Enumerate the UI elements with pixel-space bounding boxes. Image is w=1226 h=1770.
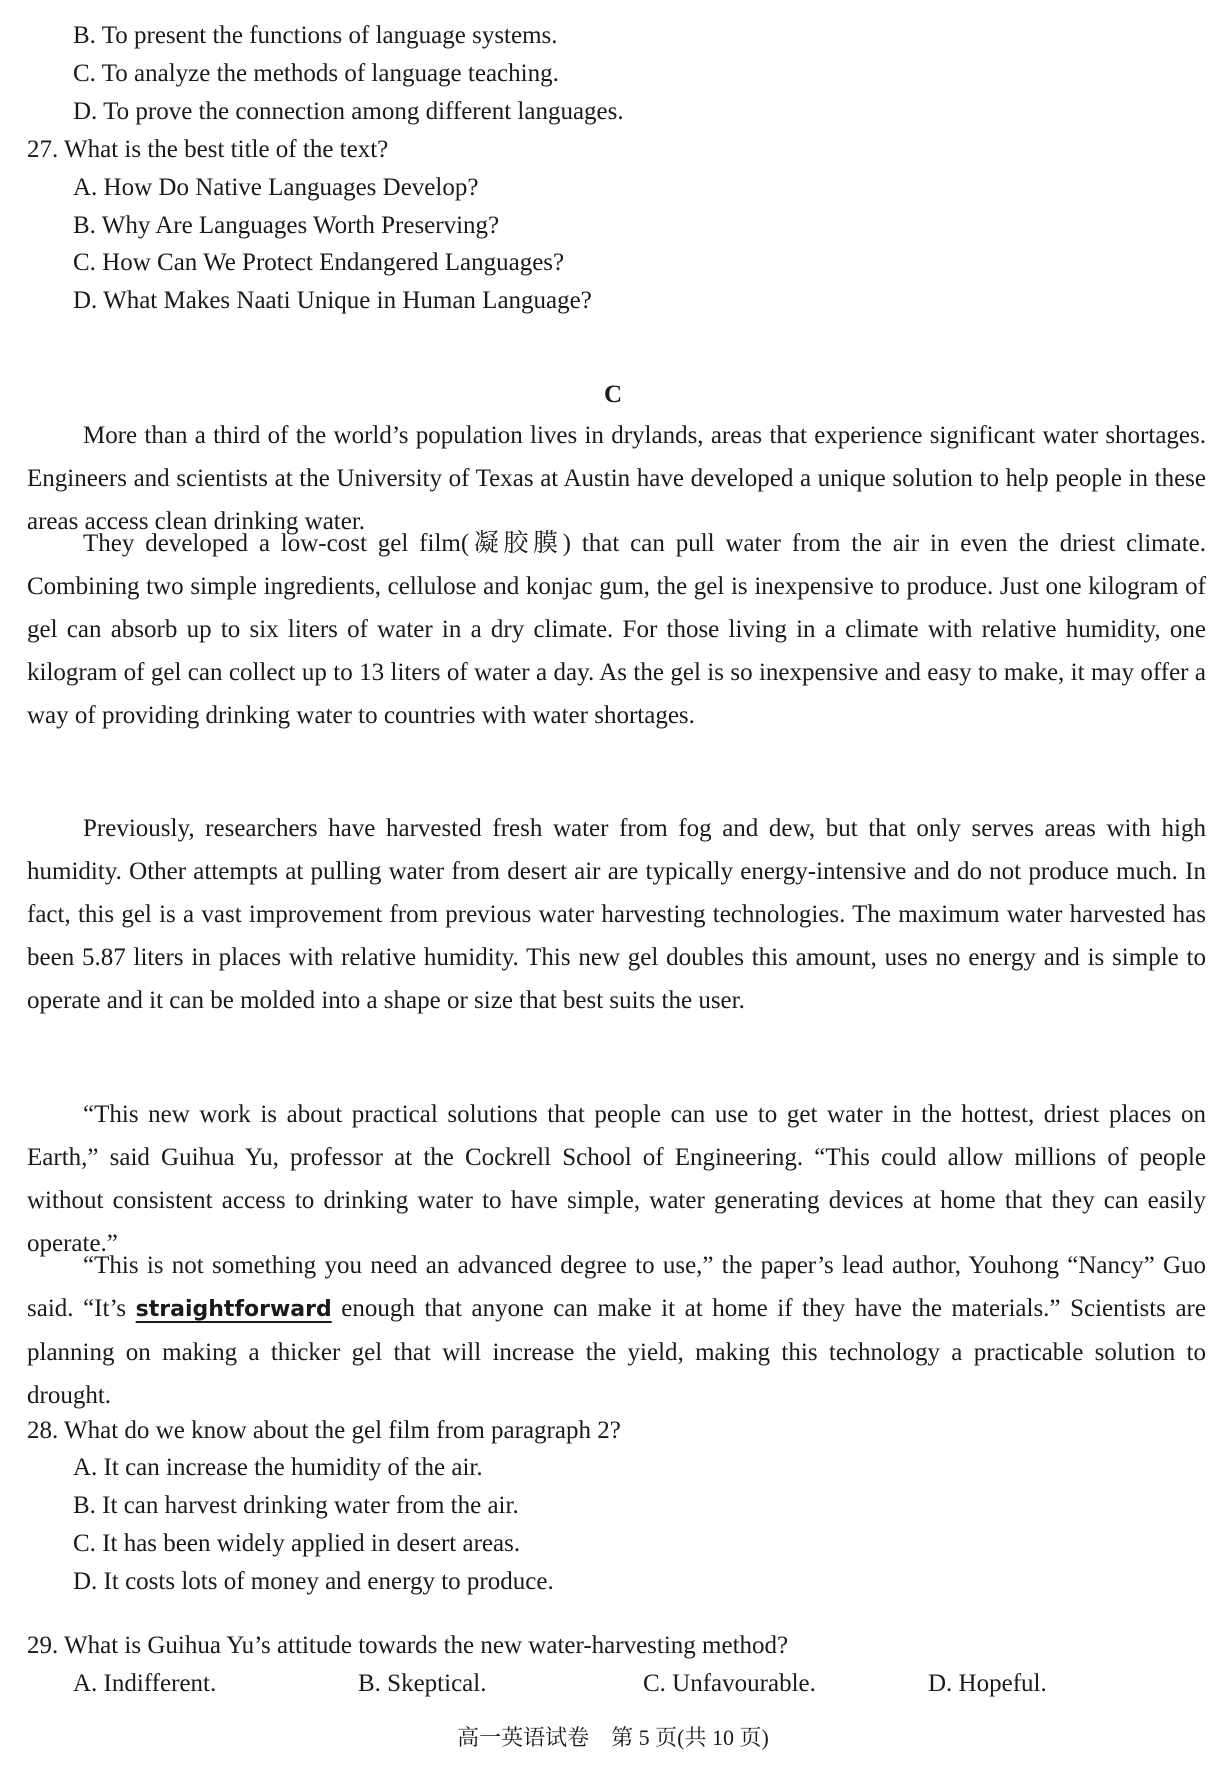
q28-option-d: D. It costs lots of money and energy to produce. <box>73 1568 554 1595</box>
q27-option-c: C. How Can We Protect Endangered Languages? <box>73 249 565 276</box>
q26-option-c: C. To analyze the methods of language teaching. <box>73 60 559 87</box>
passage-paragraph-1: More than a third of the world’s population lives in drylands, areas that experience significant water shortages. Engineers and scientists at the University of Texas at Austin have developed a unique solution to help people in these areas access clean drinking water. <box>27 422 1206 535</box>
q27-option-b: B. Why Are Languages Worth Preserving? <box>73 212 500 239</box>
q28-option-c: C. It has been widely applied in desert areas. <box>73 1530 521 1557</box>
page-footer: 高一英语试卷 第 5 页(共 10 页) <box>457 1725 769 1750</box>
passage-paragraph-3: Previously, researchers have harvested fresh water from fog and dew, but that only serves areas with high humidity. Other attempts at pulling water from desert air are typically energy-intensive and do not produce much. In fact, this gel is a vast improvement from previous water harvesting technologies. The maximum water harvested has been 5.87 liters in places with relative humidity. This new gel doubles this amount, uses no energy and is simple to operate and it can be molded into a shape or size that best suits the user. <box>27 815 1206 1014</box>
q27-option-d: D. What Makes Naati Unique in Human Language? <box>73 287 592 314</box>
passage-paragraph-2: They developed a low-cost gel film(凝胶膜) that can pull water from the air in even the driest climate. Combining two simple ingredients, cellulose and konjac gum, the gel is inexpensive to produce. Just one kilogram of gel can absorb up to six liters of water in a dry climate. For those living in a climate with relative humidity, one kilogram of gel can collect up to 13 liters of water a day. As the gel is so inexpensive and easy to make, it may offer a way of providing drinking water to countries with water shortages. <box>27 530 1206 729</box>
q29-option-a: A. Indifferent. <box>73 1670 217 1697</box>
q26-option-b: B. To present the functions of language systems. <box>73 22 558 49</box>
q29-stem: 29. What is Guihua Yu’s attitude towards the new water-harvesting method? <box>27 1632 789 1659</box>
passage-paragraph-5 <box>27 1244 1206 1417</box>
paragraph-5-start: “This is not something you need an advanced degree to use,” the paper’s lead author, Youhong “Nancy” Guo said. “It’s <box>27 1252 1206 1322</box>
q29-option-d: D. Hopeful. <box>928 1670 1047 1697</box>
paragraph-5-end: enough that anyone can make it at home if they have the materials.” Scientists are planning on making a thicker gel that will increase the yield, making this technology a practicable solution to drought. <box>27 1295 1206 1409</box>
q26-option-d: D. To prove the connection among different languages. <box>73 98 624 125</box>
section-heading: C <box>603 381 623 408</box>
q28-option-a: A. It can increase the humidity of the air. <box>73 1454 483 1481</box>
q29-option-c: C. Unfavourable. <box>643 1670 816 1697</box>
q28-stem: 28. What do we know about the gel film from paragraph 2? <box>27 1417 621 1444</box>
passage-paragraph-4: “This new work is about practical solutions that people can use to get water in the hottest, driest places on Earth,” said Guihua Yu, professor at the Cockrell School of Engineering. “This could allow millions of people without consistent access to drinking water to have simple, water generating devices at home that they can easily operate.” <box>27 1101 1206 1257</box>
q28-option-b: B. It can harvest drinking water from the air. <box>73 1492 519 1519</box>
q29-option-b: B. Skeptical. <box>358 1670 487 1697</box>
underlined-keyword: straightforward <box>135 1297 332 1322</box>
q27-option-a: A. How Do Native Languages Develop? <box>73 174 479 201</box>
q27-stem: 27. What is the best title of the text? <box>27 136 389 163</box>
